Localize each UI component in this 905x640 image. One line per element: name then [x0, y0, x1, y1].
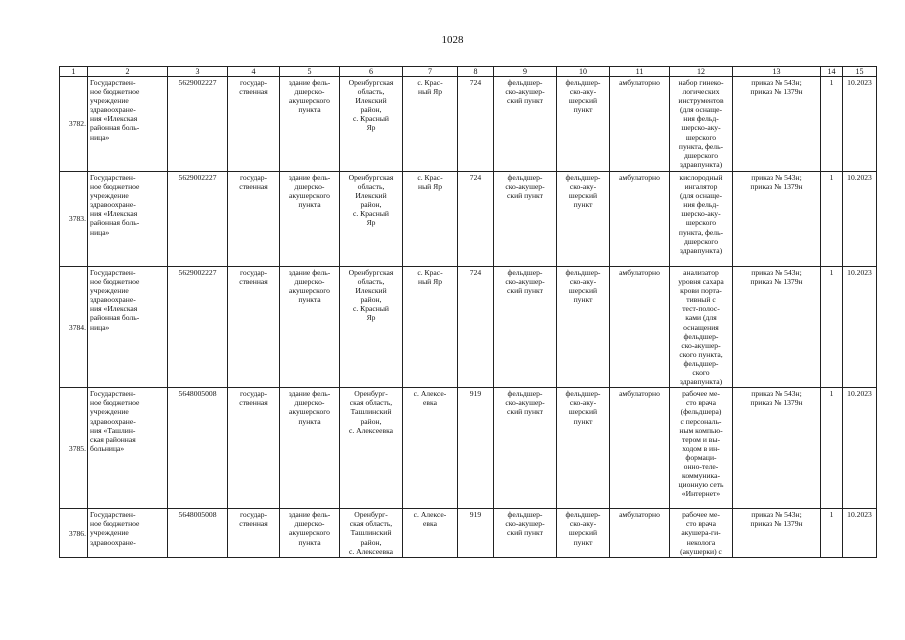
address: Оренбургская область, Илекский район, с. Красный Яр [340, 77, 403, 172]
header-cell: 10 [557, 67, 610, 77]
address: Оренбургская область, Илекский район, с. Красный Яр [340, 267, 403, 388]
orders: приказ № 543н; приказ № 1379н [733, 77, 821, 172]
inn: 5629002227 [168, 172, 228, 267]
header-cell: 8 [458, 67, 494, 77]
date: 10.2023 [843, 77, 877, 172]
code: 724 [458, 172, 494, 267]
care-conditions: амбулаторно [610, 388, 670, 509]
quantity: 1 [821, 267, 843, 388]
row-number: 3785. [60, 388, 88, 509]
quantity: 1 [821, 172, 843, 267]
care-conditions: амбулаторно [610, 509, 670, 558]
date: 10.2023 [843, 388, 877, 509]
organization-name: Государствен- ное бюджетное учреждение здравоохране- ния «Илекская районная боль- ница» [88, 172, 168, 267]
quantity: 1 [821, 388, 843, 509]
header-cell: 2 [88, 67, 168, 77]
organization-name: Государствен- ное бюджетное учреждение здравоохране- [88, 509, 168, 558]
orders: приказ № 543н; приказ № 1379н [733, 267, 821, 388]
ownership-form: государ- ственная [228, 388, 280, 509]
ownership-form: государ- ственная [228, 77, 280, 172]
building-type: здание фель- дшерско- акушерского пункта [280, 509, 340, 558]
row-number: 3783. [60, 172, 88, 267]
date: 10.2023 [843, 267, 877, 388]
unit-name: фельдшер- ско-аку- шерский пункт [557, 77, 610, 172]
locality: с. Крас- ный Яр [403, 77, 458, 172]
unit-name: фельдшер- ско-аку- шерский пункт [557, 388, 610, 509]
header-cell: 14 [821, 67, 843, 77]
unit-name: фельдшер- ско-аку- шерский пункт [557, 267, 610, 388]
equipment: набор гинеко- логических инструментов (для оснаще- ния фельд- шерско-аку- шерского пункта, фель- дшерского здравпункта) [670, 77, 733, 172]
header-cell: 15 [843, 67, 877, 77]
header-cell: 1 [60, 67, 88, 77]
inn: 5648005008 [168, 388, 228, 509]
equipment: рабочее ме- сто врача акушера-ги- неколога (акушерки) с [670, 509, 733, 558]
header-cell: 4 [228, 67, 280, 77]
address: Оренбургская область, Илекский район, с. Красный Яр [340, 172, 403, 267]
header-cell: 7 [403, 67, 458, 77]
ownership-form: государ- ственная [228, 267, 280, 388]
orders: приказ № 543н; приказ № 1379н [733, 172, 821, 267]
address: Оренбург- ская область, Ташлинский район, с. Алексеевка [340, 509, 403, 558]
organization-name: Государствен- ное бюджетное учреждение здравоохране- ния «Ташлин- ская районная больница» [88, 388, 168, 509]
orders: приказ № 543н; приказ № 1379н [733, 509, 821, 558]
page-number: 1028 [441, 34, 464, 46]
building-type: здание фель- дшерско- акушерского пункта [280, 388, 340, 509]
code: 724 [458, 267, 494, 388]
locality: с. Крас- ный Яр [403, 267, 458, 388]
building-type: здание фель- дшерско- акушерского пункта [280, 172, 340, 267]
unit-type: фельдшер- ско-акушер- ский пункт [494, 267, 557, 388]
building-type: здание фель- дшерско- акушерского пункта [280, 77, 340, 172]
unit-type: фельдшер- ско-акушер- ский пункт [494, 172, 557, 267]
table-row [60, 509, 877, 558]
header-cell: 9 [494, 67, 557, 77]
ownership-form: государ- ственная [228, 509, 280, 558]
care-conditions: амбулаторно [610, 267, 670, 388]
locality: с. Алексе- евка [403, 509, 458, 558]
inn: 5648005008 [168, 509, 228, 558]
equipment: кислородный ингалятор (для оснаще- ния фельд- шерско-аку- шерского пункта, фель- дшерского здравпункта) [670, 172, 733, 267]
inn: 5629002227 [168, 77, 228, 172]
equipment: анализатор уровня сахара крови порта- тивный с тест-полос- ками (для оснащения фельдшер- ско-акушер- ского пункта, фельдшер- ского здравпункта) [670, 267, 733, 388]
code: 919 [458, 509, 494, 558]
code: 724 [458, 77, 494, 172]
date: 10.2023 [843, 172, 877, 267]
equipment: рабочее ме- сто врача (фельдшера) с персональ- ным компью- тером и вы- ходом в ин- формаци- онно-теле- коммуника- ционную сеть «Интернет» [670, 388, 733, 509]
header-cell: 3 [168, 67, 228, 77]
column-number-row [60, 67, 877, 77]
date: 10.2023 [843, 509, 877, 558]
registry-table [59, 66, 877, 558]
table-row [60, 77, 877, 172]
header-cell: 6 [340, 67, 403, 77]
unit-type: фельдшер- ско-акушер- ский пункт [494, 77, 557, 172]
quantity: 1 [821, 77, 843, 172]
quantity: 1 [821, 509, 843, 558]
header-cell: 11 [610, 67, 670, 77]
unit-name: фельдшер- ско-аку- шерский пункт [557, 509, 610, 558]
organization-name: Государствен- ное бюджетное учреждение здравоохране- ния «Илекская районная боль- ница» [88, 267, 168, 388]
building-type: здание фель- дшерско- акушерского пункта [280, 267, 340, 388]
table-row [60, 172, 877, 267]
care-conditions: амбулаторно [610, 77, 670, 172]
code: 919 [458, 388, 494, 509]
unit-name: фельдшер- ско-аку- шерский пункт [557, 172, 610, 267]
locality: с. Крас- ный Яр [403, 172, 458, 267]
row-number: 3784. [60, 267, 88, 388]
row-number: 3786. [60, 509, 88, 558]
inn: 5629002227 [168, 267, 228, 388]
table-row [60, 267, 877, 388]
orders: приказ № 543н; приказ № 1379н [733, 388, 821, 509]
table-row [60, 388, 877, 509]
locality: с. Алексе- евка [403, 388, 458, 509]
address: Оренбург- ская область, Ташлинский район, с. Алексеевка [340, 388, 403, 509]
header-cell: 12 [670, 67, 733, 77]
header-cell: 5 [280, 67, 340, 77]
unit-type: фельдшер- ско-акушер- ский пункт [494, 388, 557, 509]
organization-name: Государствен- ное бюджетное учреждение здравоохране- ния «Илекская районная боль- ница» [88, 77, 168, 172]
unit-type: фельдшер- ско-акушер- ский пункт [494, 509, 557, 558]
ownership-form: государ- ственная [228, 172, 280, 267]
care-conditions: амбулаторно [610, 172, 670, 267]
row-number: 3782. [60, 77, 88, 172]
header-cell: 13 [733, 67, 821, 77]
